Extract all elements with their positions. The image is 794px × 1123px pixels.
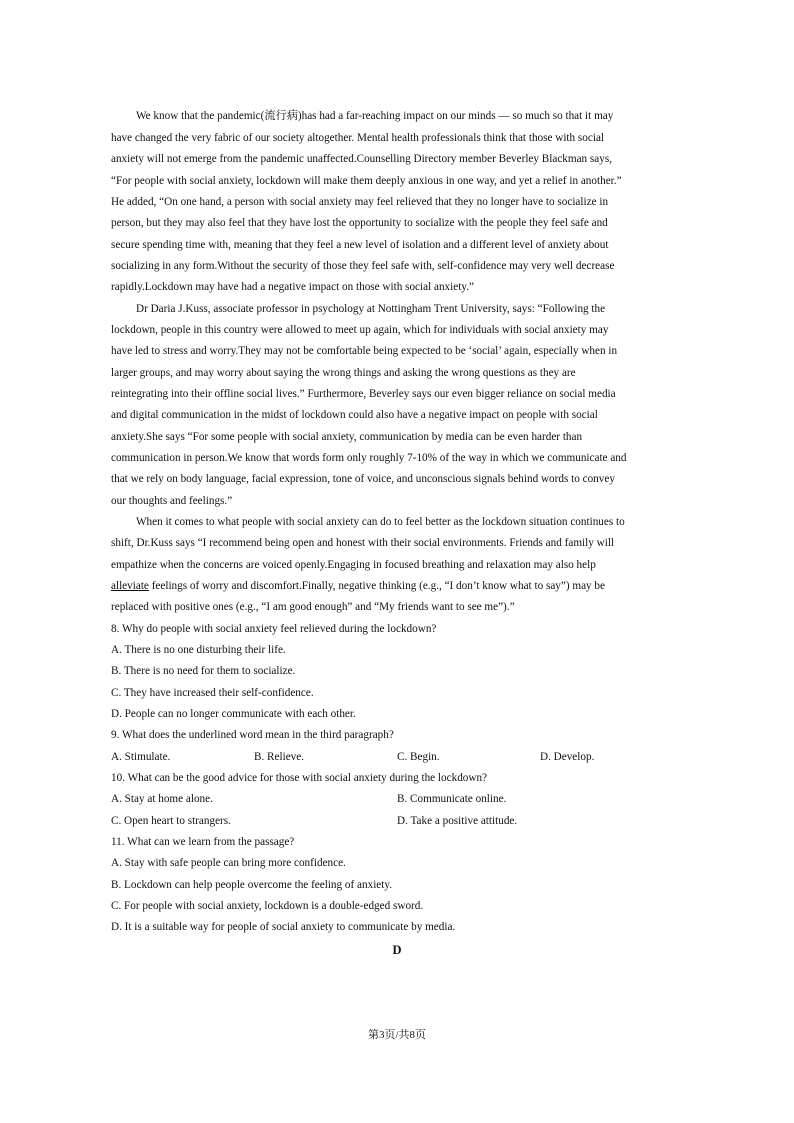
q10-option-d: D. Take a positive attitude. <box>397 815 518 827</box>
p1-line-4: “For people with social anxiety, lockdown will make them deeply anxious in one way, and yet a relief in another.” <box>111 175 622 187</box>
p2-line-8: communication in person.We know that words form only roughly 7-10% of the way in which we communicate and <box>111 452 627 464</box>
page-footer: 第3页/共8页 <box>367 1029 427 1041</box>
question-9: 9. What does the underlined word mean in the third paragraph? <box>111 729 394 741</box>
p3-line-4-rest: feelings of worry and discomfort.Finally, negative thinking (e.g., “I don’t know what to say”) may be <box>148 580 605 592</box>
p3-line-4 <box>111 579 605 593</box>
p3-line-3: empathize when the concerns are voiced openly.Engaging in focused breathing and relaxation may also help <box>111 559 596 571</box>
q11-option-b: B. Lockdown can help people overcome the feeling of anxiety. <box>111 879 393 891</box>
p2-line-9: that we rely on body language, facial expression, tone of voice, and unconscious signals behind words to convey <box>111 473 615 485</box>
p2-line-1: Dr Daria J.Kuss, associate professor in psychology at Nottingham Trent University, says: “Following the <box>136 303 606 315</box>
q10-option-a: A. Stay at home alone. <box>111 793 213 805</box>
p2-line-6: and digital communication in the midst of lockdown could also have a negative impact on people with social <box>111 409 598 421</box>
p2-line-2: lockdown, people in this country were allowed to meet up again, which for individuals with social anxiety may <box>111 324 609 336</box>
q8-option-d: D. People can no longer communicate with each other. <box>111 708 356 720</box>
question-10: 10. What can be the good advice for those with social anxiety during the lockdown? <box>111 772 488 784</box>
p1-line-6: person, but they may also feel that they have lost the opportunity to socialize with the people they feel safe and <box>111 217 608 229</box>
p1-line-8: socializing in any form.Without the security of those they feel safe with, self-confidence may very well decrease <box>111 260 615 272</box>
q11-option-a: A. Stay with safe people can bring more confidence. <box>111 857 346 869</box>
p3-line-5: replaced with positive ones (e.g., “I am good enough” and “My friends want to see me”).” <box>111 601 515 613</box>
q9-option-d: D. Develop. <box>540 751 595 763</box>
q10-option-c: C. Open heart to strangers. <box>111 815 231 827</box>
q9-option-a: A. Stimulate. <box>111 751 171 763</box>
q8-option-b: B. There is no need for them to socialize. <box>111 665 296 677</box>
q9-option-c: C. Begin. <box>397 751 440 763</box>
p1-line-7: secure spending time with, meaning that they feel a new level of isolation and a different level of anxiety about <box>111 239 609 251</box>
p2-line-10: our thoughts and feelings.” <box>111 495 233 507</box>
p2-line-7: anxiety.She says “For some people with social anxiety, communication by media can be even harder than <box>111 431 583 443</box>
question-8: 8. Why do people with social anxiety feel relieved during the lockdown? <box>111 623 437 635</box>
section-heading: D <box>392 943 402 957</box>
q10-option-b: B. Communicate online. <box>397 793 507 805</box>
p1-line-2: have changed the very fabric of our society altogether. Mental health professionals think that those with social <box>111 132 605 144</box>
p3-line-1: When it comes to what people with social anxiety can do to feel better as the lockdown situation continues to <box>136 516 625 528</box>
p3-line-2: shift, Dr.Kuss says “I recommend being open and honest with their social environments. Friends and family will <box>111 537 615 549</box>
p2-line-4: larger groups, and may worry about saying the wrong things and asking the wrong questions as they are <box>111 367 576 379</box>
p2-line-3: have led to stress and worry.They may not be comfortable being expected to be ‘social’ again, especially when in <box>111 345 618 357</box>
p1-line-9: rapidly.Lockdown may have had a negative impact on those with social anxiety.” <box>111 281 474 293</box>
q8-option-a: A. There is no one disturbing their life. <box>111 644 286 656</box>
underlined-word: alleviate <box>111 580 149 592</box>
q8-option-c: C. They have increased their self-confidence. <box>111 687 314 699</box>
q9-option-b: B. Relieve. <box>254 751 305 763</box>
q11-option-c: C. For people with social anxiety, lockdown is a double-edged sword. <box>111 900 424 912</box>
p1-line-5: He added, “On one hand, a person with social anxiety may feel relieved that they no longer have to socialize in <box>111 196 609 208</box>
q11-option-d: D. It is a suitable way for people of social anxiety to communicate by media. <box>111 921 456 933</box>
p2-line-5: reintegrating into their offline social lives.” Furthermore, Beverley says our even bigger reliance on social media <box>111 388 616 400</box>
p1-line-3: anxiety will not emerge from the pandemic unaffected.Counselling Directory member Beverley Blackman says, <box>111 153 613 165</box>
question-11: 11. What can we learn from the passage? <box>111 836 295 848</box>
p1-line-1: We know that the pandemic(流行病)has had a far-reaching impact on our minds — so much so that it may <box>136 110 614 122</box>
